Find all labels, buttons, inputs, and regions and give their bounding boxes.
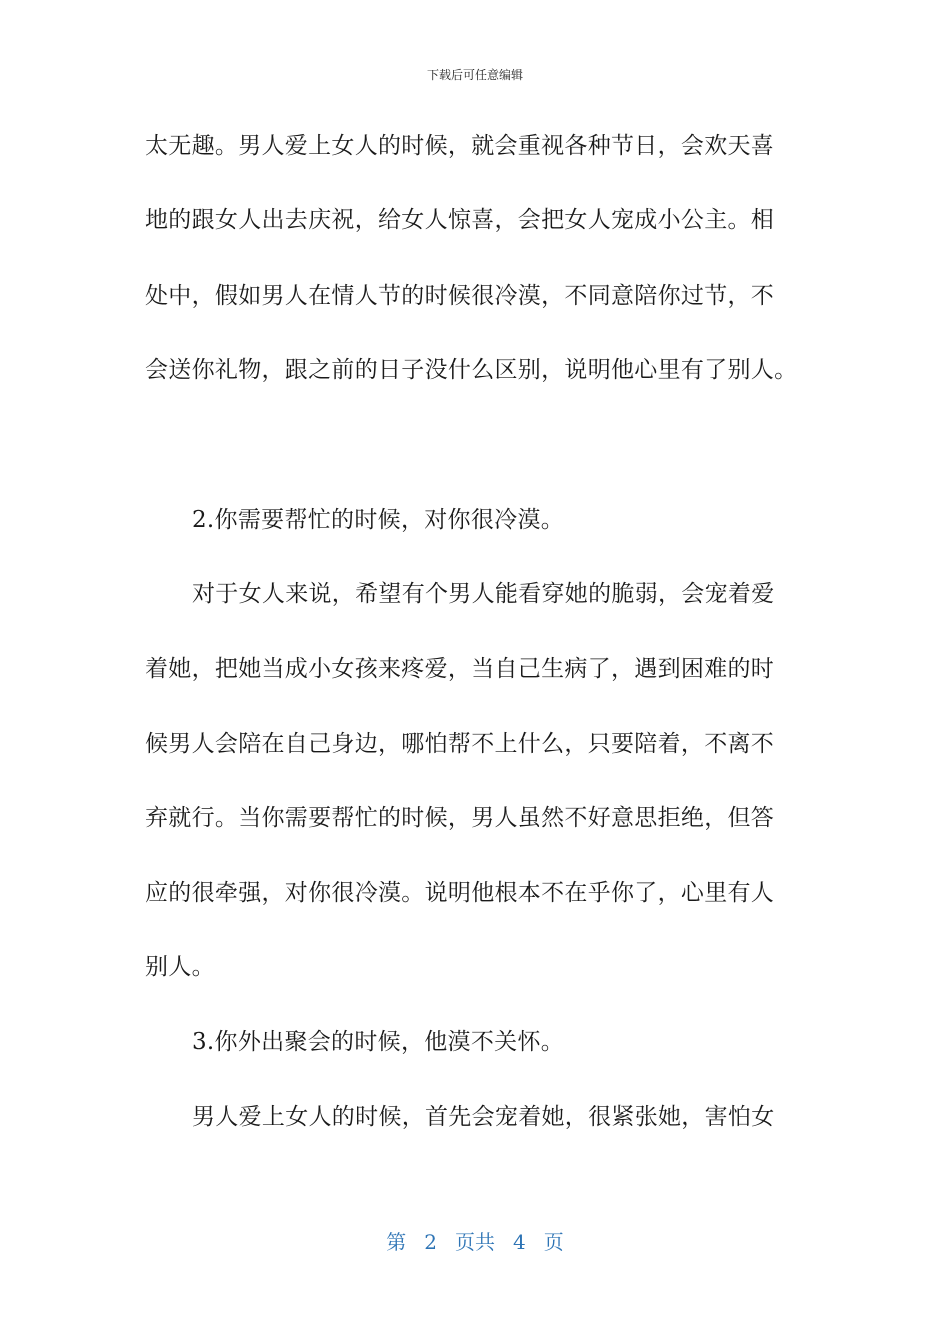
footer-middle: 页共 [455, 1230, 495, 1254]
footer-total-pages: 4 [513, 1230, 526, 1254]
page-header: 下载后可任意编辑 [426, 68, 523, 82]
footer-prefix: 第 [386, 1230, 407, 1254]
body-line-9: 弃就行。当你需要帮忙的时候，男人虽然不好意思拒绝，但答 [145, 805, 775, 831]
body-line-3: 处中，假如男人在情人节的时候很冷漠，不同意陪你过节，不 [145, 283, 775, 309]
footer-current-page: 2 [424, 1230, 437, 1254]
footer-suffix: 页 [543, 1230, 564, 1254]
body-line-2: 地的跟女人出去庆祝，给女人惊喜，会把女人宠成小公主。相 [145, 207, 775, 233]
body-line-8: 候男人会陪在自己身边，哪怕帮不上什么，只要陪着，不离不 [145, 731, 775, 757]
body-line-1: 太无趣。男人爱上女人的时候，就会重视各种节日，会欢天喜 [145, 133, 775, 159]
body-line-4: 会送你礼物，跟之前的日子没什么区别，说明他心里有了别人。 [145, 357, 798, 383]
section-heading-2: 2.你需要帮忙的时候，对你很冷漠。 [192, 507, 565, 533]
page-footer [0, 1226, 950, 1255]
body-line-13: 男人爱上女人的时候，首先会宠着她，很紧张她，害怕女 [192, 1104, 775, 1130]
section-heading-3: 3.你外出聚会的时候，他漠不关怀。 [192, 1029, 565, 1055]
body-line-6: 对于女人来说，希望有个男人能看穿她的脆弱，会宠着爱 [192, 581, 775, 607]
body-line-7: 着她，把她当成小女孩来疼爱，当自己生病了，遇到困难的时 [145, 656, 775, 682]
body-line-10: 应的很牵强，对你很冷漠。说明他根本不在乎你了，心里有人 [145, 880, 775, 906]
body-line-11: 别人。 [145, 954, 215, 980]
